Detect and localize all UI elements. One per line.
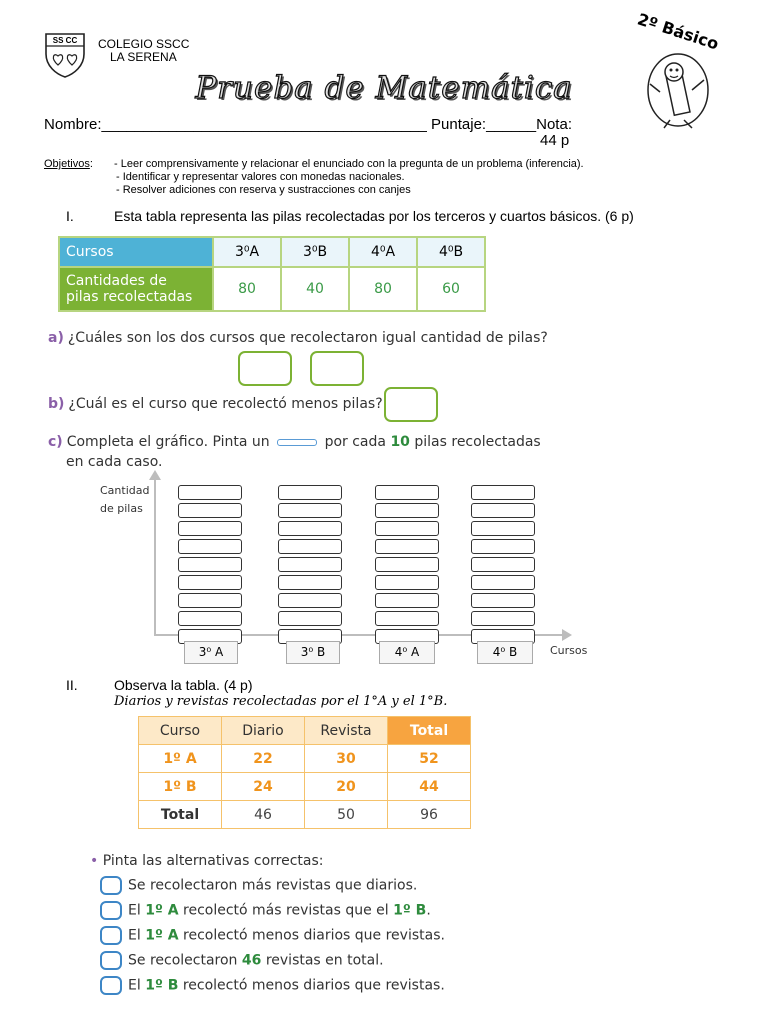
alternative-option-5[interactable] [100, 976, 445, 995]
question-a-text: ¿Cuáles son los dos cursos que recolectaron igual cantidad de pilas? [67, 330, 548, 346]
unit-bar-cell[interactable] [178, 575, 242, 590]
table-row [59, 267, 485, 311]
option-text: El [128, 977, 141, 994]
checkbox[interactable] [100, 876, 122, 895]
option-text: El [128, 927, 141, 944]
table-row [59, 237, 485, 267]
checkbox[interactable] [100, 901, 122, 920]
table-cell: 96 [388, 801, 471, 829]
section-2-heading [66, 677, 253, 693]
table-cell: 40 [281, 267, 349, 311]
category-label: 3⁰ A [184, 641, 238, 664]
option-text: recolectó más revistas que el [183, 902, 389, 919]
option-text: El [128, 902, 141, 919]
bar-column [178, 485, 242, 647]
table-header-label: Cursos [59, 237, 213, 267]
unit-bar-cell[interactable] [375, 503, 439, 518]
objectives-list [114, 158, 584, 197]
unit-bar-cell[interactable] [178, 521, 242, 536]
chart-y-axis [154, 476, 156, 636]
alternative-option-1[interactable] [100, 876, 417, 895]
table-cell: 44 [388, 773, 471, 801]
section-1-text: Esta tabla representa las pilas recolectadas por los terceros y cuartos básicos. (6 p) [114, 208, 634, 224]
question-c-text-3: pilas recolectadas [414, 434, 541, 450]
question-b-text: ¿Cuál es el curso que recolectó menos pilas? [68, 396, 383, 412]
bar-column [375, 485, 439, 647]
question-c-text-2: por cada [324, 434, 386, 450]
unit-bar-cell[interactable] [471, 503, 535, 518]
school-name-line2: LA SERENA [110, 50, 177, 64]
row-label-line1: Cantidades de [66, 273, 167, 289]
alternatives-instruction-text: Pinta las alternativas correctas: [102, 853, 324, 869]
chart-x-axis-label: Cursos [550, 644, 588, 657]
bar-column [278, 485, 342, 647]
unit-bar-icon [277, 439, 317, 446]
table-row [139, 745, 471, 773]
unit-bar-cell[interactable] [278, 593, 342, 608]
table-cell: 50 [305, 801, 388, 829]
question-a [48, 330, 548, 346]
grade-badge: 2º Básico [635, 9, 722, 54]
table-cell: 80 [349, 267, 417, 311]
unit-bar-cell[interactable] [471, 485, 535, 500]
unit-bar-cell[interactable] [471, 575, 535, 590]
checkbox[interactable] [100, 926, 122, 945]
unit-bar-cell[interactable] [278, 539, 342, 554]
x-axis-arrow-icon [562, 629, 572, 641]
option-text: recolectó menos diarios que revistas. [182, 977, 445, 994]
unit-bar-cell[interactable] [375, 521, 439, 536]
question-a-letter: a) [48, 330, 64, 346]
newspapers-table [138, 716, 471, 829]
option-text: revistas en total. [265, 952, 384, 969]
option-text: recolectó menos diarios que revistas. [183, 927, 445, 944]
school-name-line1: COLEGIO SSCC [98, 37, 190, 51]
alternatives-instruction [90, 853, 323, 869]
question-b-letter: b) [48, 396, 65, 412]
unit-bar-cell[interactable] [278, 557, 342, 572]
page-title: Prueba de Matemática [195, 70, 573, 106]
row-label [59, 267, 213, 311]
school-name [98, 38, 189, 64]
category-label: 3⁰ B [286, 641, 340, 664]
unit-bar-cell[interactable] [178, 611, 242, 626]
table-cell: 20 [305, 773, 388, 801]
name-score-line: Nombre:_______________________________________ Puntaje:______Nota: [44, 116, 572, 133]
question-c-letter: c) [48, 434, 63, 450]
course-header: 3⁰A [213, 237, 281, 267]
unit-bar-cell[interactable] [178, 557, 242, 572]
section-1-heading [66, 208, 634, 224]
table-cell: 1º B [139, 773, 222, 801]
answer-box-b[interactable] [384, 387, 438, 422]
total-points: 44 p [540, 132, 570, 149]
answer-box-a2[interactable] [310, 351, 364, 386]
option-text: Se recolectaron más revistas que diarios. [128, 877, 418, 894]
checkbox[interactable] [100, 951, 122, 970]
checkbox[interactable] [100, 976, 122, 995]
objectives-label: Objetivos: [44, 158, 93, 170]
objective-item: - Resolver adiciones con reserva y sustracciones con canjes [116, 184, 411, 196]
pencil-mascot-icon [640, 46, 716, 132]
unit-bar-cell[interactable] [471, 521, 535, 536]
alternative-option-2[interactable] [100, 901, 431, 920]
table-cell: 60 [417, 267, 485, 311]
unit-bar-cell[interactable] [375, 539, 439, 554]
unit-bar-cell[interactable] [471, 557, 535, 572]
column-header: Total [388, 717, 471, 745]
unit-bar-cell[interactable] [278, 521, 342, 536]
unit-bar-cell[interactable] [375, 611, 439, 626]
table-cell: 80 [213, 267, 281, 311]
objective-item: - Leer comprensivamente y relacionar el enunciado con la pregunta de un problema (inferencia). [114, 158, 584, 170]
category-label: 4⁰ A [379, 641, 435, 664]
unit-bar-cell[interactable] [375, 557, 439, 572]
unit-bar-cell[interactable] [375, 593, 439, 608]
table-cell: Total [139, 801, 222, 829]
unit-bar-cell[interactable] [278, 485, 342, 500]
option-number: 1º A [145, 902, 179, 919]
course-header: 3⁰B [281, 237, 349, 267]
table-2-title: Diarios y revistas recolectadas por el 1°A y el 1°B. [114, 694, 448, 709]
y-axis-label-line1: Cantidad [100, 484, 150, 497]
unit-bar-cell[interactable] [278, 575, 342, 590]
unit-bar-cell[interactable] [471, 539, 535, 554]
course-header: 4⁰A [349, 237, 417, 267]
category-label: 4⁰ B [477, 641, 533, 664]
objectives-label-text: Objetivos [44, 158, 90, 170]
unit-bar-cell[interactable] [178, 503, 242, 518]
section-2-number: II. [66, 677, 78, 693]
y-axis-label-line2: de pilas [100, 502, 143, 515]
svg-text:SS CC: SS CC [52, 36, 78, 45]
table-cell: 1º A [139, 745, 222, 773]
table-cell: 52 [388, 745, 471, 773]
alternative-option-4[interactable] [100, 951, 384, 970]
section-1-number: I. [66, 208, 74, 224]
option-number: 1º A [145, 927, 179, 944]
y-axis-arrow-icon [149, 470, 161, 480]
unit-bar-cell[interactable] [278, 503, 342, 518]
bullet-icon: • [90, 853, 99, 869]
section-2-text: Observa la tabla. (4 p) [114, 677, 253, 693]
chart-y-axis-label [100, 482, 149, 518]
unit-bar-cell[interactable] [471, 611, 535, 626]
table-header-row [139, 717, 471, 745]
row-label-line2: pilas recolectadas [66, 289, 193, 305]
column-header: Diario [222, 717, 305, 745]
table-row [139, 773, 471, 801]
option-text: . [426, 902, 431, 919]
column-header: Revista [305, 717, 388, 745]
alternative-option-3[interactable] [100, 926, 445, 945]
column-header: Curso [139, 717, 222, 745]
table-cell: 24 [222, 773, 305, 801]
option-number: 1º B [145, 977, 179, 994]
unit-bar-cell[interactable] [278, 611, 342, 626]
question-c-text-4: en cada caso. [66, 454, 163, 470]
table-cell: 22 [222, 745, 305, 773]
course-header: 4⁰B [417, 237, 485, 267]
unit-bar-cell[interactable] [178, 485, 242, 500]
question-c-text-1: Completa el gráfico. Pinta un [66, 434, 270, 450]
table-cell: 46 [222, 801, 305, 829]
unit-bar-cell[interactable] [178, 593, 242, 608]
option-number: 46 [241, 952, 262, 969]
unit-bar-cell[interactable] [375, 575, 439, 590]
unit-bar-cell[interactable] [471, 593, 535, 608]
batteries-table [58, 236, 486, 312]
objective-item: - Identificar y representar valores con monedas nacionales. [116, 171, 405, 183]
option-number: 1º B [393, 902, 427, 919]
table-row [139, 801, 471, 829]
option-text: Se recolectaron [128, 952, 238, 969]
question-b [48, 396, 383, 412]
bar-column [471, 485, 535, 647]
question-c-number: 10 [390, 434, 410, 450]
table-cell: 30 [305, 745, 388, 773]
unit-bar-cell[interactable] [375, 485, 439, 500]
answer-box-a1[interactable] [238, 351, 292, 386]
unit-bar-cell[interactable] [178, 539, 242, 554]
question-c [48, 432, 541, 472]
